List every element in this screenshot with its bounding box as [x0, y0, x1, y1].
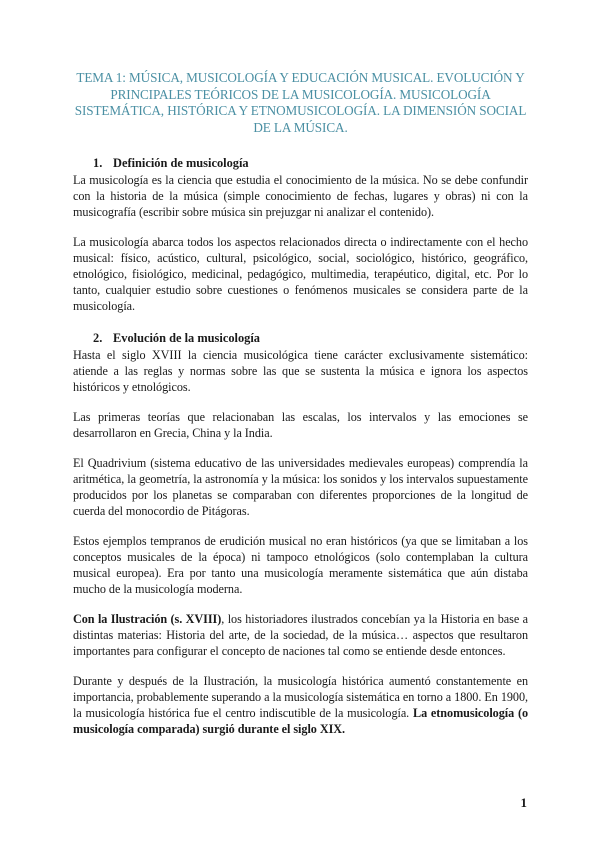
bold-text: Con la Ilustración (s. XVIII): [73, 612, 222, 626]
section-number: 2.: [93, 331, 103, 345]
paragraph-text: , los historiadores ilustrados concebían ya la Historia en base a distintas materias: Historia del arte, de la sociedad, de la música… aspectos que resultaron importantes para configurar el concepto de naciones tal como se entiende desde entonces.: [73, 612, 528, 658]
document-title: TEMA 1: MÚSICA, MUSICOLOGÍA Y EDUCACIÓN MUSICAL. EVOLUCIÓN Y PRINCIPALES TEÓRICOS DE LA MUSICOLOGÍA. MUSICOLOGÍA SISTEMÁTICA, HISTÓRICA Y ETNOMUSICOLOGÍA. LA DIMENSIÓN SOCIAL DE LA MÚSICA.: [74, 70, 527, 135]
document-page: [73, 70, 528, 751]
section-heading-evolucion: [93, 331, 528, 346]
section-heading-definicion: [93, 156, 528, 171]
section-heading-text: Definición de musicología: [113, 156, 249, 170]
paragraph: El Quadrivium (sistema educativo de las universidades medievales europeas) comprendía la aritmética, la geometría, la astronomía y la música: los sonidos y los intervalos supuestamente producidos por los planetas se comparaban con diferentes proporciones de la longitud de cuerda del monocordio de Pitágoras.: [73, 456, 528, 518]
paragraph-ilustracion: [73, 611, 528, 659]
paragraph: La musicología abarca todos los aspectos relacionados directa o indirectamente con el hecho musical: físico, acústico, cultural, psicológico, social, sociológico, histórico, geográfico, etnológico, fisiológico, medicinal, pedagógico, multimedia, terapéutico, digital, etc. Por lo tanto, cualquier estudio sobre cuestiones o fenómenos musicales se considera parte de la musicología.: [73, 235, 528, 313]
paragraph-text: Durante y después de la Ilustración, la musicología histórica aumentó constantemente en importancia, probablemente superando a la musicología sistemática en torno a 1800. En 1900, la musicología histórica fue el centro indiscutible de la musicología.: [73, 674, 528, 720]
paragraph: Las primeras teorías que relacionaban las escalas, los intervalos y las emociones se desarrollaron en Grecia, China y la India.: [73, 410, 528, 440]
section-heading-text: Evolución de la musicología: [113, 331, 260, 345]
paragraph: Estos ejemplos tempranos de erudición musical no eran históricos (ya que se limitaban a los conceptos musicales de la época) ni tampoco etnológicos (solo contemplaban la cultura musical europea). Era por tanto una musicología meramente sistemática que aún distaba mucho de la musicología moderna.: [73, 534, 528, 596]
page-number: 1: [520, 795, 527, 810]
bold-text: La etnomusicología (o musicología comparada) surgió durante el siglo XIX.: [73, 706, 529, 736]
section-number: 1.: [93, 156, 103, 170]
paragraph-final: [73, 673, 528, 737]
paragraph: La musicología es la ciencia que estudia el conocimiento de la música. No se debe confundir con la historia de la música (simple conocimiento de fechas, lugares y obras) ni con la musicografía (escribir sobre música sin prejuzgar ni analizar el contenido).: [73, 173, 528, 219]
paragraph: Hasta el siglo XVIII la ciencia musicológica tiene carácter exclusivamente sistemático: atiende a las reglas y normas sobre las que se sustenta la música e ignora los aspectos históricos y etnológicos.: [73, 348, 528, 394]
